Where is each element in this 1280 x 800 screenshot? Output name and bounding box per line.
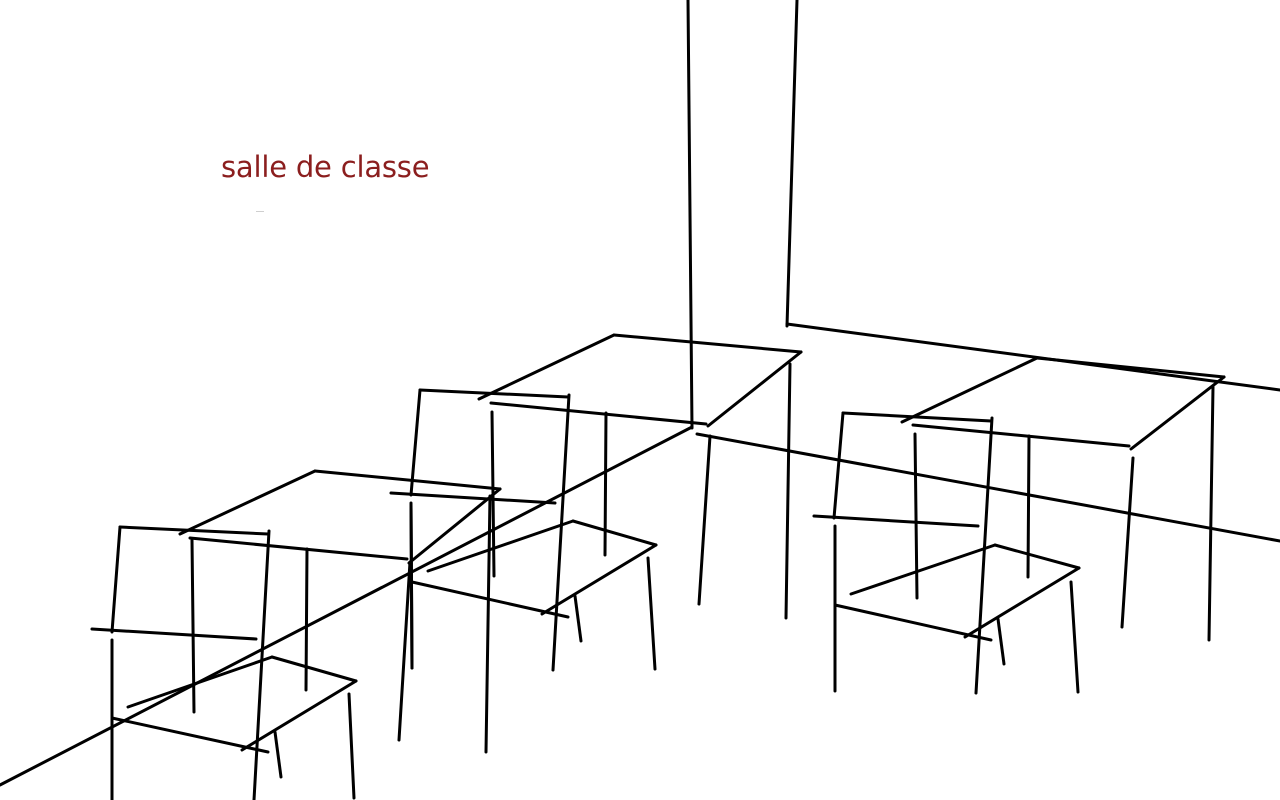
chair-leg-line [998, 619, 1004, 664]
chair-right [814, 413, 1079, 693]
chair-leg-line [275, 732, 281, 777]
desk-leg-line [605, 413, 606, 555]
desk-leg-line [1209, 387, 1213, 640]
chair-seat-line [272, 657, 356, 681]
desk-top-line [913, 425, 1129, 446]
desk-leg-line [1028, 436, 1029, 577]
desk-top-line [614, 335, 801, 352]
desk-right [902, 358, 1224, 640]
desk-top-line [1131, 377, 1224, 449]
wall-corner-left-line [688, 0, 692, 428]
chair-seat-line [573, 521, 656, 545]
chair-seat-line [835, 605, 991, 640]
back-wall-base-line [787, 324, 1280, 390]
desk-front-left [180, 471, 500, 740]
desk-leg-line [399, 562, 410, 740]
chair-leg-line [553, 395, 569, 670]
desk-middle [479, 335, 801, 618]
chair-seat-line [995, 545, 1079, 568]
wall-corner-right-line [787, 0, 797, 326]
chair-leg-line [411, 503, 412, 668]
chair-front-left [92, 527, 356, 800]
chair-back-line [112, 527, 120, 632]
desk-leg-line [492, 412, 494, 576]
desk-top-line [902, 358, 1037, 422]
chair-leg-line [648, 558, 655, 669]
desk-leg-line [306, 549, 307, 690]
desk-top-line [1037, 358, 1224, 377]
chair-leg-line [254, 531, 269, 800]
desk-top-line [491, 403, 706, 424]
desk-leg-line [699, 436, 710, 604]
chair-seat-line [851, 545, 995, 594]
drawing-title: salle de classe [221, 150, 430, 184]
desk-top-line [315, 471, 500, 489]
chair-back-line [834, 413, 843, 518]
chair-seat-line [112, 718, 268, 752]
chair-back-line [92, 629, 256, 639]
desk-leg-line [786, 364, 790, 618]
chair-back-line [814, 516, 978, 526]
desk-top-line [708, 352, 801, 426]
desk-top-line [190, 538, 407, 559]
floor-left-edge-line [0, 427, 692, 785]
desk-leg-line [1122, 458, 1133, 627]
chair-leg-line [349, 694, 354, 798]
chair-back-line [391, 493, 555, 503]
chair-back-line [411, 390, 420, 495]
chair-middle [391, 390, 656, 752]
chair-seat-line [128, 657, 272, 707]
desk-top-line [479, 335, 614, 399]
chair-leg-line [1071, 582, 1078, 692]
desk-top-line [180, 471, 315, 534]
chair-leg-line [575, 596, 581, 641]
chair-leg-line [976, 418, 992, 693]
